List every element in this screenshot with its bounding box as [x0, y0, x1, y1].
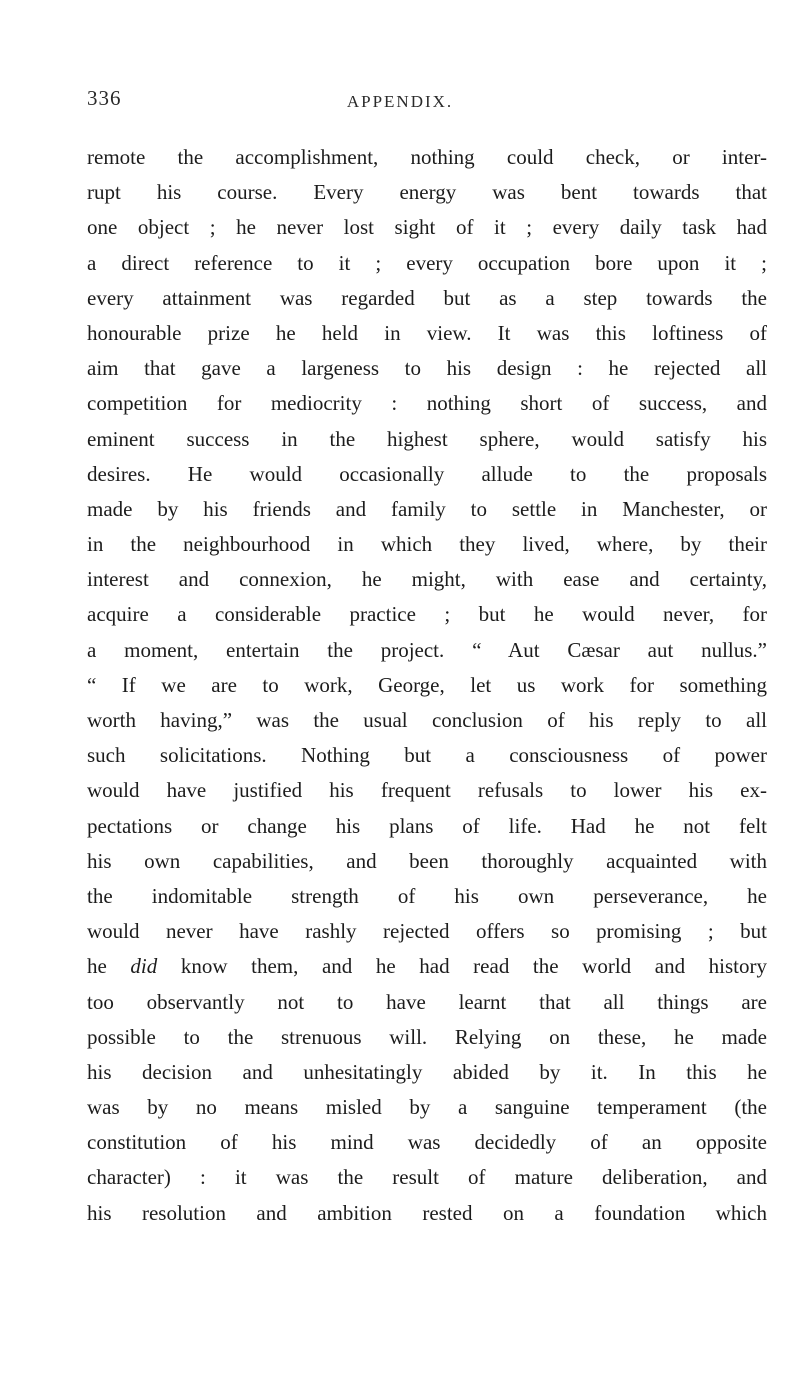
text-line: such solicitations. Nothing but a consciousness of power: [87, 743, 767, 768]
text-line: possible to the strenuous will. Relying on these, he made: [87, 1024, 767, 1049]
text-line: his decision and unhesitatingly abided by it. In this he: [87, 1059, 767, 1084]
text-line: “ If we are to work, George, let us work for something: [87, 672, 767, 697]
text-line: would never have rashly rejected offers so promising ; but: [87, 919, 767, 944]
line-text-before: he: [87, 954, 131, 979]
italic-emphasis: did: [130, 954, 158, 979]
text-line: was by no means misled by a sanguine temperament (the: [87, 1095, 767, 1120]
text-line: too observantly not to have learnt that all things are: [87, 989, 767, 1014]
text-line: rupt his course. Every energy was bent towards that: [87, 180, 767, 205]
text-line: pectations or change his plans of life. Had he not felt: [87, 813, 767, 838]
text-line: competition for mediocrity : nothing short of success, and: [87, 391, 767, 416]
text-line: worth having,” was the usual conclusion of his reply to all: [87, 708, 767, 732]
text-line: one object ; he never lost sight of it ; every daily task had: [87, 215, 767, 240]
text-line: remote the accomplishment, nothing could check, or inter-: [87, 145, 767, 169]
text-line: acquire a considerable practice ; but he would never, for: [87, 602, 767, 627]
line-text-after: know them, and he had read the world and history: [157, 954, 767, 979]
text-line: his own capabilities, and been thoroughly acquainted with: [87, 848, 767, 873]
running-head: APPENDIX.: [346, 92, 454, 111]
text-line: every attainment was regarded but as a step towards the: [87, 285, 767, 310]
text-line: a moment, entertain the project. “ Aut Cæsar aut nullus.”: [87, 637, 767, 662]
text-line: his resolution and ambition rested on a foundation which: [87, 1200, 767, 1225]
text-line: interest and connexion, he might, with ease and certainty,: [87, 567, 767, 592]
text-line: would have justified his frequent refusals to lower his ex-: [87, 778, 767, 803]
text-line: a direct reference to it ; every occupation bore upon it ;: [87, 250, 767, 275]
body-text: [87, 140, 767, 1231]
page-number: 336: [87, 86, 122, 110]
text-line: constitution of his mind was decidedly of an opposite: [87, 1130, 767, 1155]
text-line: in the neighbourhood in which they lived, where, by their: [87, 532, 767, 557]
text-line: aim that gave a largeness to his design : he rejected all: [87, 356, 767, 381]
text-line: the indomitable strength of his own perseverance, he: [87, 883, 767, 908]
text-line: desires. He would occasionally allude to the proposals: [87, 461, 767, 486]
text-line: eminent success in the highest sphere, would satisfy his: [87, 426, 767, 451]
text-line: character) : it was the result of mature deliberation, and: [87, 1165, 767, 1190]
text-line: honourable prize he held in view. It was this loftiness of: [87, 320, 767, 345]
text-line: [87, 949, 767, 984]
text-line: made by his friends and family to settle in Manchester, or: [87, 496, 767, 521]
